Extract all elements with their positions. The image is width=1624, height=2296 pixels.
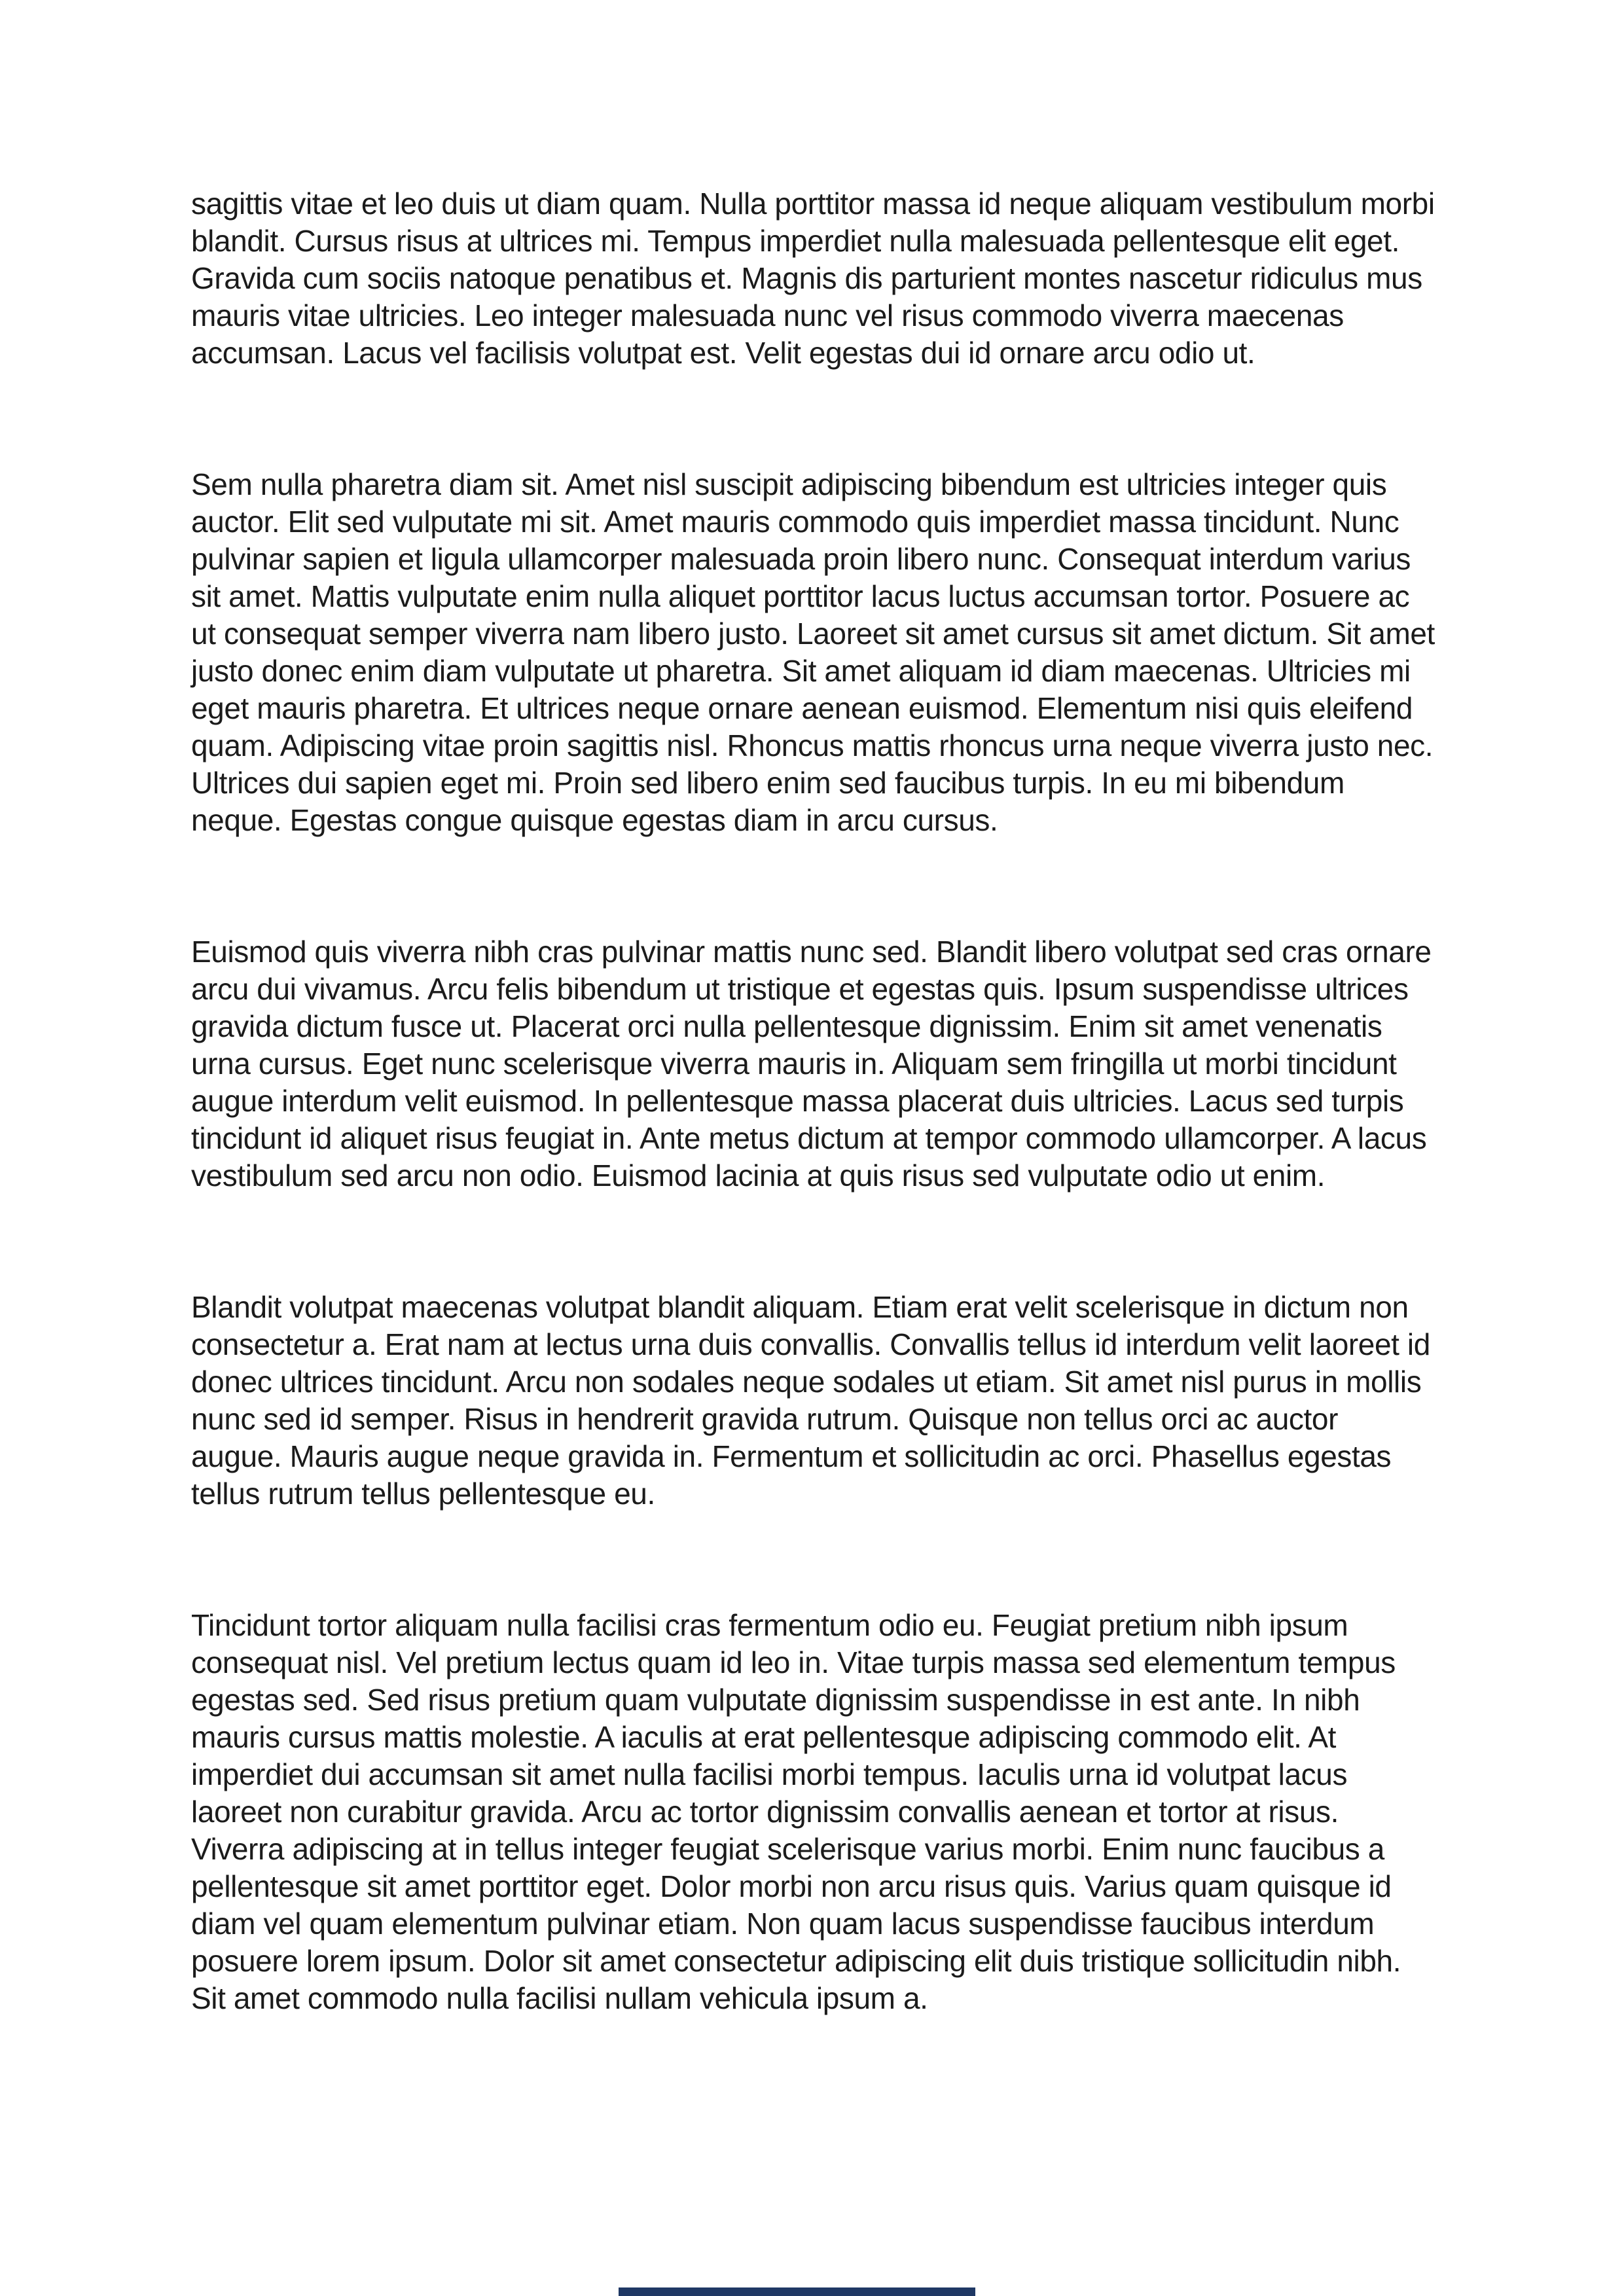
paragraph-5: Tincidunt tortor aliquam nulla facilisi cras fermentum odio eu. Feugiat pretium nibh ipsum consequat nisl. Vel pretium lectus quam id leo in. Vitae turpis massa sed elementum tempus egestas sed. Sed risus pretium quam vulputate dignissim suspendisse in est ante. In nibh mauris cursus mattis molestie. A iaculis at erat pellentesque adipiscing commodo elit. At imperdiet dui accumsan sit amet nulla facilisi morbi tempus. Iaculis urna id volutpat lacus laoreet non curabitur gravida. Arcu ac tortor dignissim convallis aenean et tortor at risus. Viverra adipiscing at in tellus integer feugiat scelerisque varius morbi. Enim nunc faucibus a pellentesque sit amet porttitor eget. Dolor morbi non arcu risus quis. Varius quam quisque id diam vel quam elementum pulvinar etiam. Non quam lacus suspendisse faucibus interdum posuere lorem ipsum. Dolor sit amet consectetur adipiscing elit duis tristique sollicitudin nibh. Sit amet commodo nulla facilisi nullam vehicula ipsum a. (191, 1608, 1401, 2015)
paragraph-3: Euismod quis viverra nibh cras pulvinar mattis nunc sed. Blandit libero volutpat sed cras ornare arcu dui vivamus. Arcu felis bibendum ut tristique et egestas quis. Ipsum suspendisse ultrices gravida dictum fusce ut. Placerat orci nulla pellentesque dignissim. Enim sit amet venenatis urna cursus. Eget nunc scelerisque viverra mauris in. Aliquam sem fringilla ut morbi tincidunt augue interdum velit euismod. In pellentesque massa placerat duis ultricies. Lacus sed turpis tincidunt id aliquet risus feugiat in. Ante metus dictum at tempor commodo ullamcorper. A lacus vestibulum sed arcu non odio. Euismod lacinia at quis risus sed vulputate odio ut enim. (191, 935, 1432, 1193)
body-text (191, 185, 1436, 2017)
paragraph-4: Blandit volutpat maecenas volutpat blandit aliquam. Etiam erat velit scelerisque in dictum non consectetur a. Erat nam at lectus urna duis convallis. Convallis tellus id interdum velit laoreet id donec ultrices tincidunt. Arcu non sodales neque sodales ut etiam. Sit amet nisl purus in mollis nunc sed id semper. Risus in hendrerit gravida rutrum. Quisque non tellus orci ac auctor augue. Mauris augue neque gravida in. Fermentum et sollicitudin ac orci. Phasellus egestas tellus rutrum tellus pellentesque eu. (191, 1290, 1430, 1511)
paragraph-1: sagittis vitae et leo duis ut diam quam. Nulla porttitor massa id neque aliquam vestibulum morbi blandit. Cursus risus at ultrices mi. Tempus imperdiet nulla malesuada pellentesque elit eget. Gravida cum sociis natoque penatibus et. Magnis dis parturient montes nascetur ridiculus mus mauris vitae ultricies. Leo integer malesuada nunc vel risus commodo viverra maecenas accumsan. Lacus vel facilisis volutpat est. Velit egestas dui id ornare arcu odio ut. (191, 187, 1435, 370)
bottom-edge-bar (619, 2287, 975, 2296)
paragraph-2: Sem nulla pharetra diam sit. Amet nisl suscipit adipiscing bibendum est ultricies integer quis auctor. Elit sed vulputate mi sit. Amet mauris commodo quis imperdiet massa tincidunt. Nunc pulvinar sapien et ligula ullamcorper malesuada proin libero nunc. Consequat interdum varius sit amet. Mattis vulputate enim nulla aliquet porttitor lacus luctus accumsan tortor. Posuere ac ut consequat semper viverra nam libero justo. Laoreet sit amet cursus sit amet dictum. Sit amet justo donec enim diam vulputate ut pharetra. Sit amet aliquam id diam maecenas. Ultricies mi eget mauris pharetra. Et ultrices neque ornare aenean euismod. Elementum nisi quis eleifend quam. Adipiscing vitae proin sagittis nisl. Rhoncus mattis rhoncus urna neque viverra justo nec. Ultrices dui sapien eget mi. Proin sed libero enim sed faucibus turpis. In eu mi bibendum neque. Egestas congue quisque egestas diam in arcu cursus. (191, 467, 1435, 837)
